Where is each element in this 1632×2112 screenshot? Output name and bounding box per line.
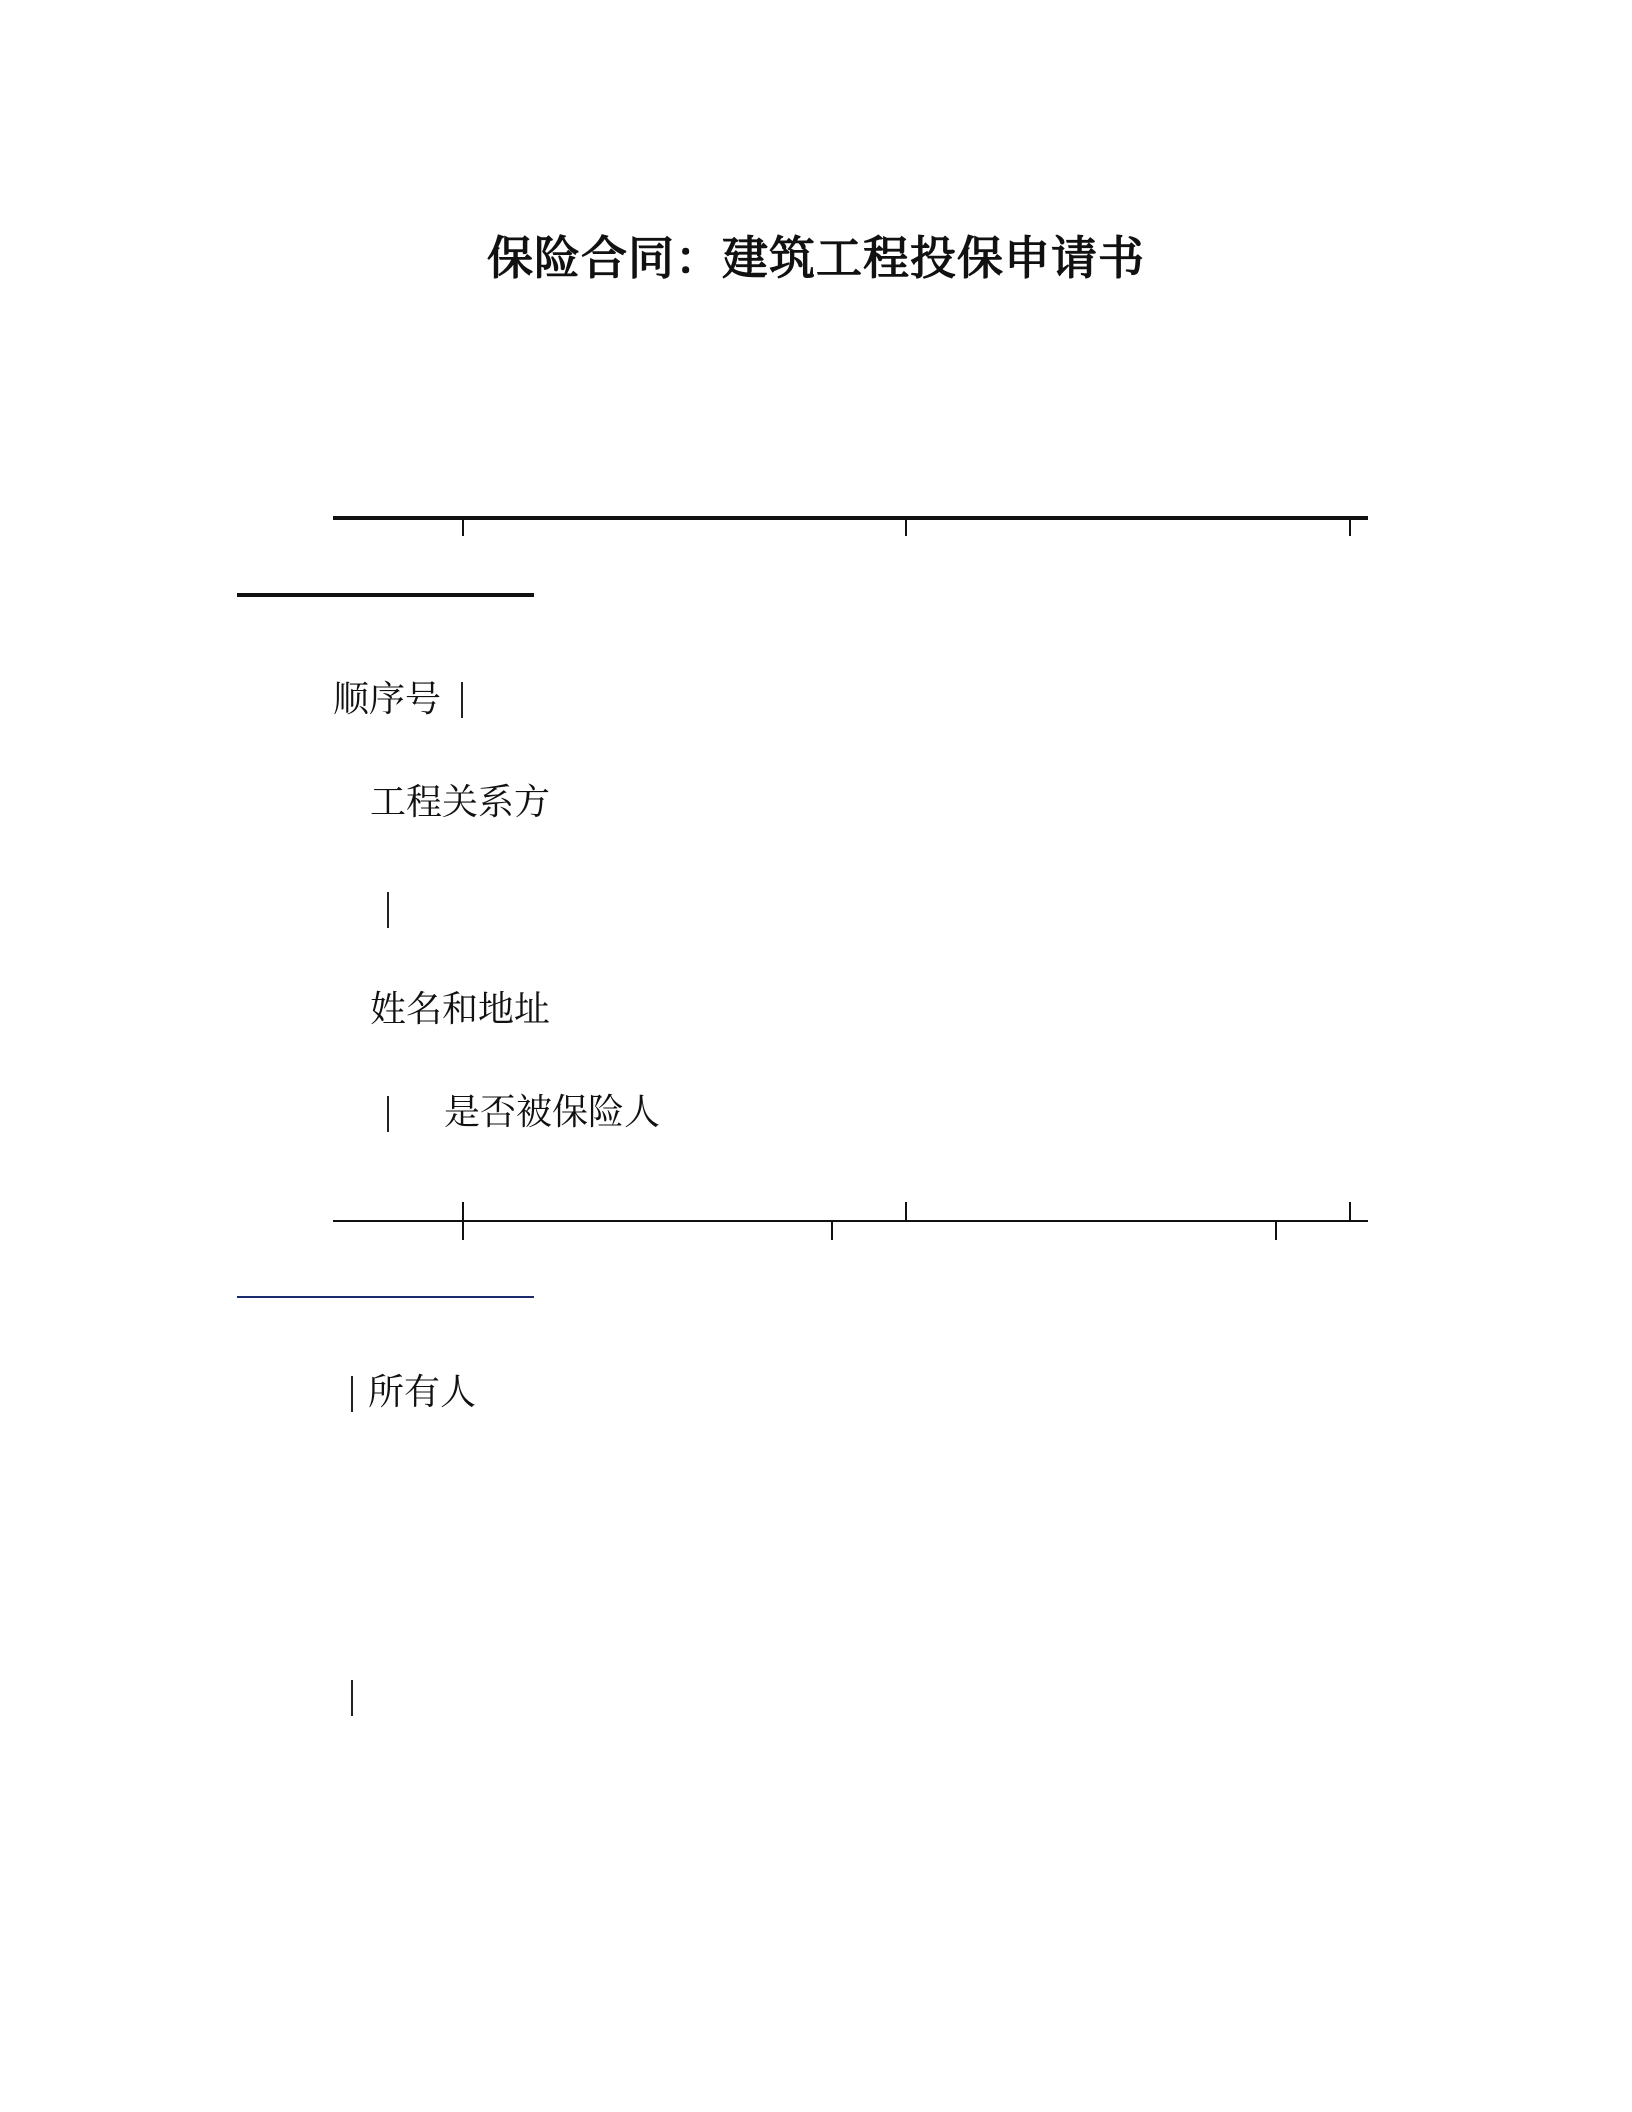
table-middle-rule [333,1220,1368,1222]
column-tick [1349,1202,1351,1222]
column-tick [462,1202,464,1240]
name-address-label: 姓名和地址 [370,989,551,1030]
cell-divider [387,892,389,928]
insured-label: 是否被保险人 [444,1092,661,1133]
column-tick [462,520,464,536]
column-tick [1275,1222,1277,1240]
column-tick [831,1222,833,1240]
column-tick [1349,520,1351,536]
left-short-rule [237,593,534,597]
document-title: 保险合同：建筑工程投保申请书 [487,231,1145,285]
table-top-rule [333,516,1368,520]
cell-divider [351,1680,353,1716]
cell-divider [461,682,463,718]
cell-divider [351,1376,353,1412]
left-short-rule [237,1296,534,1298]
column-tick [905,520,907,536]
owner-label: 所有人 [368,1372,477,1413]
column-tick [905,1202,907,1222]
sequence-label: 顺序号 [333,679,442,720]
cell-divider [387,1096,389,1132]
party-label: 工程关系方 [370,782,551,823]
